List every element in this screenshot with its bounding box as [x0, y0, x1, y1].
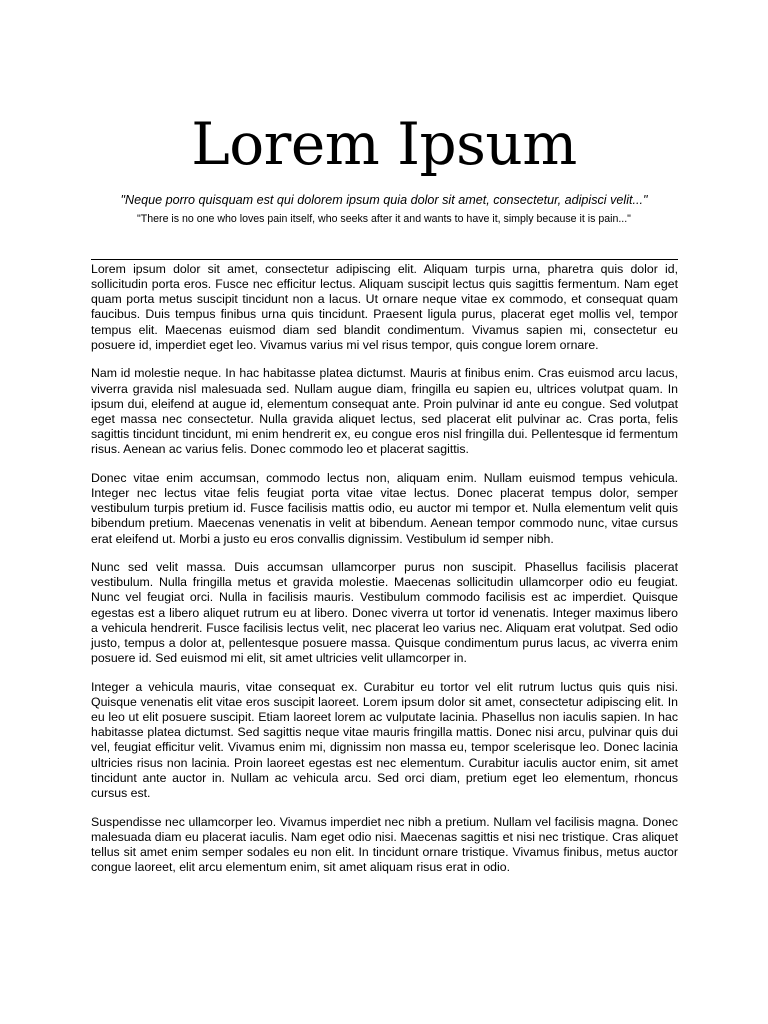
paragraph-3: Donec vitae enim accumsan, commodo lectus non, aliquam enim. Nullam euismod tempus vehicula. Integer nec lectus vitae felis feugiat porta vitae vitae lectus. Donec placerat tempus dolor, semper vestibulum turpis pretium id. Fusce facilisis mattis odio, eu auctor mi tempor et. Nulla elementum velit quis bibendum pretium. Maecenas venenatis in velit at bibendum. Aenean tempor commodo nunc, vitae cursus erat eleifend ut. Morbi a justo eu eros convallis dignissim. Vestibulum id semper nibh.: [91, 470, 678, 546]
horizontal-rule: [91, 259, 678, 260]
paragraph-2: Nam id molestie neque. In hac habitasse platea dictumst. Mauris at finibus enim. Cras euismod arcu lacus, viverra gravida nisl malesuada sed. Nullam augue diam, fringilla eu sapien eu, ultrices volutpat quam. In ipsum dui, eleifend at augue id, elementum consequat ante. Proin pulvinar id ante eu congue. Sed volutpat eget massa nec consectetur. Nulla gravida aliquet lectus, sed placerat elit pulvinar ac. Cras porta, felis sagittis tincidunt tincidunt, mi enim hendrerit ex, eu congue eros nisl fringilla dui. Pellentesque id fermentum risus. Aenean ac varius felis. Donec commodo leo et placerat sagittis.: [91, 366, 678, 457]
paragraph-5: Integer a vehicula mauris, vitae consequat ex. Curabitur eu tortor vel elit rutrum luctus quis quis nisi. Quisque venenatis elit vitae eros suscipit laoreet. Lorem ipsum dolor sit amet, consectetur adipiscing elit. In eu leo ut elit posuere suscipit. Etiam laoreet lorem ac vulputate lacinia. Phasellus non iaculis sapien. In hac habitasse platea dictumst. Sed sagittis neque vitae mauris fringilla mattis. Donec nisi arcu, pulvinar quis dui vel, feugiat efficitur velit. Vivamus enim mi, dignissim non massa eu, tempor scelerisque leo. Donec lacinia ultricies risus non lacinia. Proin laoreet egestas est nec elementum. Curabitur iaculis auctor enim, sit amet tincidunt ante auctor in. Nullam ac vehicula arcu. Sed orci diam, pretium eget leo elementum, rhoncus cursus est.: [91, 679, 678, 800]
paragraph-1: Lorem ipsum dolor sit amet, consectetur adipiscing elit. Aliquam turpis urna, pharetra quis dolor id, sollicitudin porta eros. Fusce nec efficitur lectus. Aliquam suscipit lectus quis sagittis fermentum. Nam eget quam porta metus suscipit tincidunt non a lacus. Ut ornare neque vitae ex commodo, et consequat quam faucibus. Duis tempus finibus urna quis tincidunt. Praesent ligula purus, placerat eget mollis vel, tempor tempus elit. Maecenas euismod diam sed blandit condimentum. Vivamus sapien mi, consectetur eu posuere id, imperdiet eget leo. Vivamus varius mi vel risus tempor, quis congue lorem ornare.: [91, 262, 678, 352]
latin-quote: "Neque porro quisquam est qui dolorem ipsum quia dolor sit amet, consectetur, adipisci velit...": [120, 193, 648, 207]
paragraph-4: Nunc sed velit massa. Duis accumsan ullamcorper purus non suscipit. Phasellus facilisis placerat vestibulum. Nulla fringilla metus et gravida molestie. Maecenas sollicitudin ullamcorper odio eu feugiat. Nunc vel feugiat orci. Nulla in facilisis mauris. Vestibulum commodo facilisis est ac imperdiet. Quisque egestas est a libero aliquet rutrum eu at libero. Donec viverra ut tortor id venenatis. Integer maximus libero a vehicula hendrerit. Fusce facilisis lectus velit, nec placerat leo varius nec. Aliquam erat volutpat. Sed odio justo, tempus a dolor at, pellentesque posuere massa. Quisque condimentum purus lacus, ac viverra enim posuere id. Sed euismod mi elit, sit amet ultricies velit ullamcorper in.: [91, 560, 678, 666]
english-quote: "There is no one who loves pain itself, who seeks after it and wants to have it, simply because it is pain...": [137, 213, 631, 225]
document-title: Lorem Ipsum: [191, 110, 577, 178]
paragraph-6: Suspendisse nec ullamcorper leo. Vivamus imperdiet nec nibh a pretium. Nullam vel facilisis magna. Donec malesuada diam eu placerat iaculis. Nam eget odio nisi. Maecenas sagittis et nisi nec tristique. Cras aliquet tellus sit amet enim semper sodales eu non elit. In tincidunt ornare tristique. Vivamus finibus, metus auctor congue laoreet, elit arcu elementum enim, sit amet aliquam risus erat in odio.: [91, 814, 678, 874]
body-text: [91, 262, 678, 889]
